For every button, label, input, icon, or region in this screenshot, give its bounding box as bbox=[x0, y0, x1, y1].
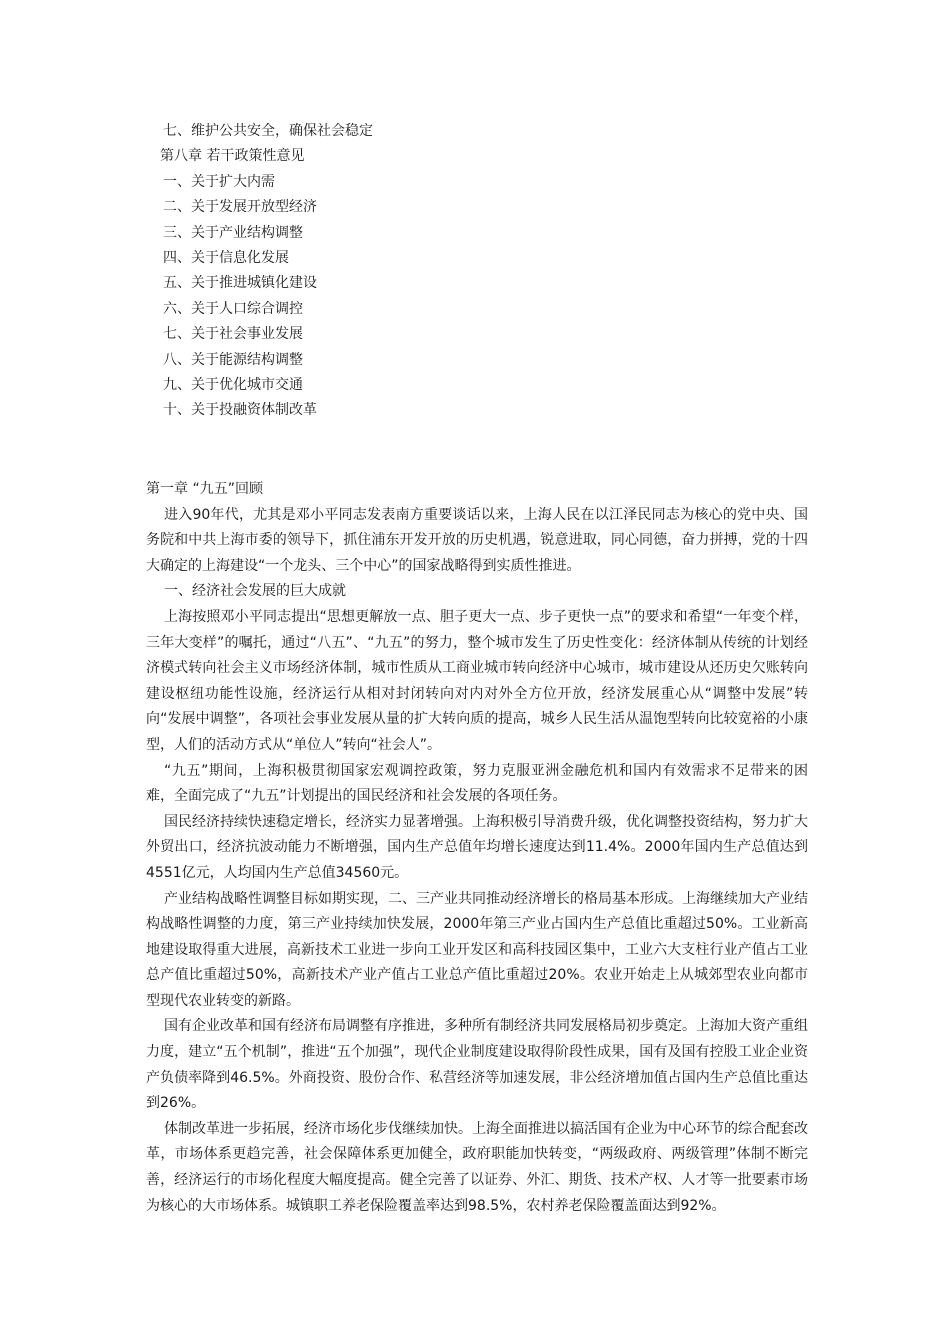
toc-item: 三、关于产业结构调整 bbox=[163, 224, 303, 241]
body-paragraph: 国民经济持续快速稳定增长，经济实力显著增强。上海积极引导消费升级，优化调整投资结构，努力扩大外贸出口，经济抗波动能力不断增强，国内生产总值年均增长速度达到11.4%。2000年国内生产总值达到4551亿元，人均国内生产总值34560元。 bbox=[146, 813, 808, 881]
body-paragraph: “九五”期间，上海积极贯彻国家宏观调控政策，努力克服亚洲金融危机和国内有效需求不足带来的困难，全面完成了“九五”计划提出的国民经济和社会发展的各项任务。 bbox=[146, 762, 808, 805]
toc-item: 七、关于社会事业发展 bbox=[163, 326, 303, 343]
body-paragraph: 上海按照邓小平同志提出“思想更解放一点、胆子更大一点、步子更快一点”的要求和希望“一年变个样，三年大变样”的嘱托，通过“八五”、“九五”的努力，整个城市发生了历史性变化：经济体制从传统的计划经济模式转向社会主义市场经济体制，城市性质从工商业城市转向经济中心城市，城市建设从还历史欠账转向建设枢纽功能性设施，经济运行从相对封闭转向对内对外全方位开放，经济发展重心从“调整中发展”转向“发展中调整”，各项社会事业发展从量的扩大转向质的提高，城乡人民生活从温饱型转向比较宽裕的小康型，人们的活动方式从“单位人”转向“社会人”。 bbox=[146, 608, 808, 753]
toc-item: 六、关于人口综合调控 bbox=[163, 300, 303, 317]
section-title: 一、经济社会发展的巨大成就 bbox=[164, 583, 346, 600]
toc-item: 十、关于投融资体制改革 bbox=[163, 402, 317, 419]
body-paragraph: 体制改革进一步拓展，经济市场化步伐继续加快。上海全面推进以搞活国有企业为中心环节的综合配套改革，市场体系更趋完善，社会保障体系更加健全，政府职能加快转变，“两级政府、两级管理”体制不断完善，经济运行的市场化程度大幅度提高。健全完善了以证券、外汇、期货、技术产权、人才等一批要素市场为核心的大市场体系。城镇职工养老保险覆盖率达到98.5%，农村养老保险覆盖面达到92%。 bbox=[146, 1120, 808, 1214]
toc-item: 四、关于信息化发展 bbox=[163, 250, 289, 267]
chapter-intro-paragraph: 进入90年代，尤其是邓小平同志发表南方重要谈话以来，上海人民在以江泽民同志为核心的党中央、国务院和中共上海市委的领导下，抓住浦东开发开放的历史机遇，锐意进取，同心同德，奋力拼搏，党的十四大确定的上海建设“一个龙头、三个中心”的国家战略得到实质性推进。 bbox=[146, 506, 808, 574]
toc-chapter-heading: 第八章 若干政策性意见 bbox=[160, 148, 305, 165]
body-paragraph: 产业结构战略性调整目标如期实现，二、三产业共同推动经济增长的格局基本形成。上海继续加大产业结构战略性调整的力度，第三产业持续加快发展，2000年第三产业占国内生产总值比重超过50%。工业新高地建设取得重大进展，高新技术工业进一步向工业开发区和高科技园区集中，工业六大支柱行业产值占工业总产值比重超过50%，高新技术产业产值占工业总产值比重超过20%。农业开始走上从城郊型农业向都市型现代农业转变的新路。 bbox=[146, 890, 808, 1009]
toc-item: 七、维护公共安全，确保社会稳定 bbox=[163, 123, 373, 139]
toc-item: 九、关于优化城市交通 bbox=[163, 377, 303, 394]
toc-item: 五、关于推进城镇化建设 bbox=[163, 275, 317, 292]
chapter-body bbox=[146, 477, 808, 1219]
toc-item: 二、关于发展开放型经济 bbox=[163, 199, 317, 216]
toc-item: 八、关于能源结构调整 bbox=[163, 351, 303, 368]
body-paragraph: 国有企业改革和国有经济布局调整有序推进，多种所有制经济共同发展格局初步奠定。上海加大资产重组力度，建立“五个机制”，推进“五个加强”，现代企业制度建设取得阶段性成果，国有及国有控股工业企业资产负债率降到46.5%。外商投资、股份合作、私营经济等加速发展，非公经济增加值占国内生产总值比重达到26%。 bbox=[146, 1018, 808, 1112]
chapter-title: 第一章 “九五”回顾 bbox=[146, 481, 263, 497]
table-of-contents bbox=[160, 119, 373, 424]
toc-item: 一、关于扩大内需 bbox=[163, 173, 275, 190]
